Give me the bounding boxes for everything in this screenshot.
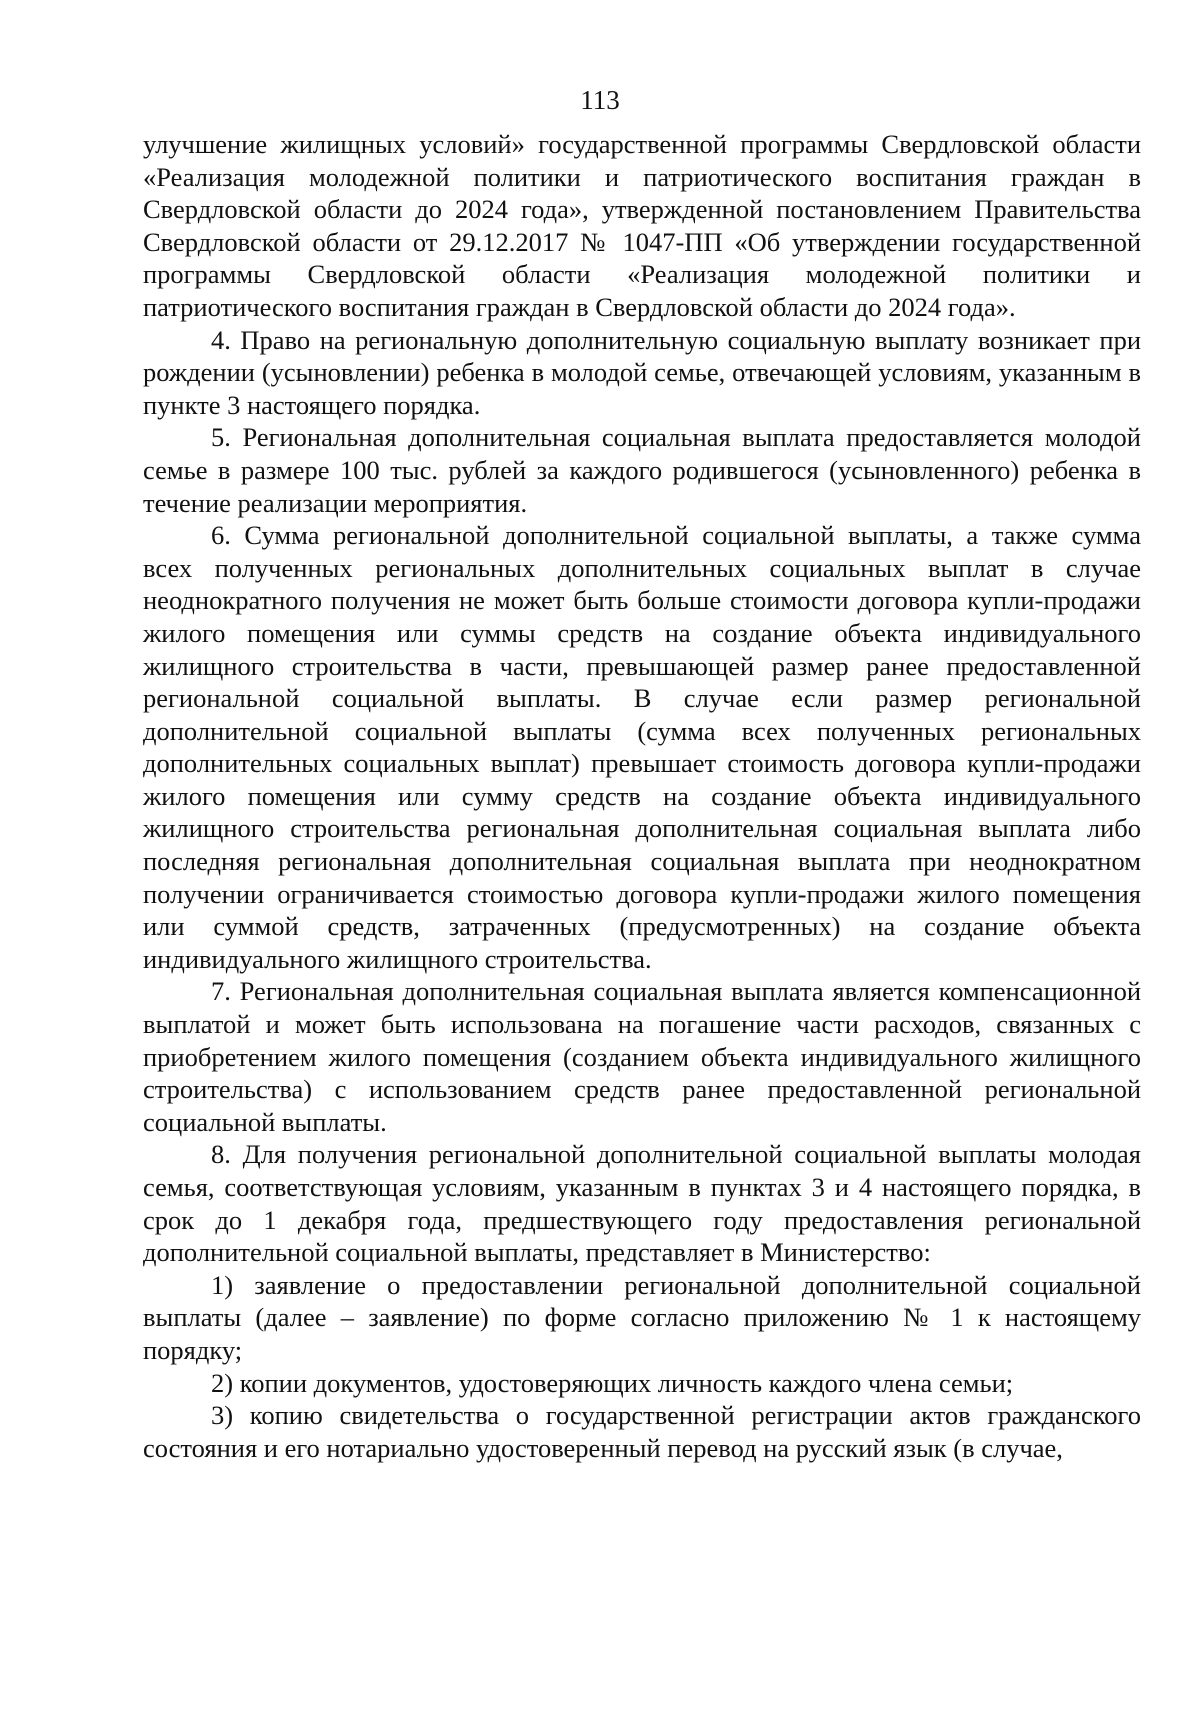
paragraph-item-7: 7. Региональная дополнительная социальная выплата является компенсационной выплатой и может быть использована на погашение части расходов, связанных с приобретением жилого помещения (созданием объекта индивидуального жилищного строительства) с использованием средств ранее предоставленной региональной социальной выплаты.	[143, 976, 1141, 1137]
paragraph-item-8: 8. Для получения региональной дополнительной социальной выплаты молодая семья, соответствующая условиям, указанным в пунктах 3 и 4 настоящего порядка, в срок до 1 декабря года, предшествующего году предоставления региональной дополнительной социальной выплаты, представляет в Министерство:	[143, 1139, 1141, 1268]
page-number: 113	[580, 85, 620, 115]
paragraph-item-6: 6. Сумма региональной дополнительной социальной выплаты, а также сумма всех полученных региональных дополнительных социальных выплат в случае неоднократного получения не может быть больше стоимости договора купли-продажи жилого помещения или суммы средств на создание объекта индивидуального жилищного строительства в части, превышающей размер ранее предоставленной региональной социальной выплаты. В случае если размер региональной дополнительной социальной выплаты (сумма всех полученных региональных дополнительных социальных выплат) превышает стоимость договора купли-продажи жилого помещения или сумму средств на создание объекта индивидуального жилищного строительства региональная дополнительная социальная выплата либо последняя региональная дополнительная социальная выплата при неоднократном получении ограничивается стоимостью договора купли-продажи жилого помещения или суммой средств, затраченных (предусмотренных) на создание объекта индивидуального жилищного строительства.	[143, 520, 1141, 974]
paragraph-continuation: улучшение жилищных условий» государственной программы Свердловской области «Реализация молодежной политики и патриотического воспитания граждан в Свердловской области до 2024 года», утвержденной постановлением Правительства Свердловской области от 29.12.2017 № 1047-ПП «Об утверждении государственной программы Свердловской области «Реализация молодежной политики и патриотического воспитания граждан в Свердловской области до 2024 года».	[143, 129, 1141, 322]
list-item-2: 2) копии документов, удостоверяющих личность каждого члена семьи;	[211, 1367, 1014, 1398]
paragraph-item-5: 5. Региональная дополнительная социальная выплата предоставляется молодой семье в размере 100 тыс. рублей за каждого родившегося (усыновленного) ребенка в течение реализации мероприятия.	[143, 422, 1141, 518]
document-body	[143, 128, 1141, 1464]
list-item-3: 3) копию свидетельства о государственной регистрации актов гражданского состояния и его нотариально удостоверенный перевод на русский язык (в случае,	[143, 1400, 1141, 1463]
list-item-1: 1) заявление о предоставлении региональной дополнительной социальной выплаты (далее – заявление) по форме согласно приложению № 1 к настоящему порядку;	[143, 1269, 1141, 1365]
paragraph-item-4: 4. Право на региональную дополнительную социальную выплату возникает при рождении (усыновлении) ребенка в молодой семье, отвечающей условиям, указанным в пункте 3 настоящего порядка.	[143, 324, 1141, 420]
